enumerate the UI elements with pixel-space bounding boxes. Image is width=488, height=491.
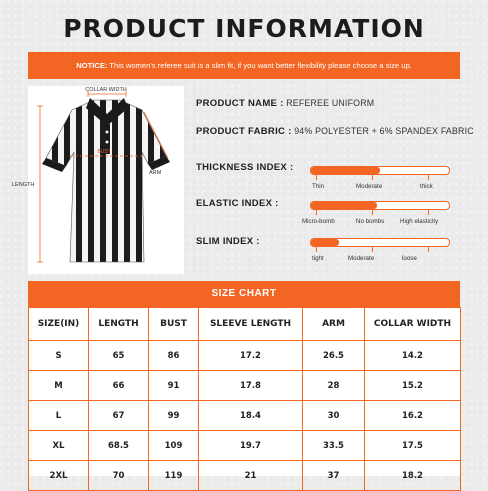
scale-label-mid: Moderate <box>348 255 375 262</box>
column-header-arm: ARM <box>303 308 365 341</box>
scale-track <box>310 166 450 175</box>
bust-label: BUST <box>97 149 111 155</box>
scale-track <box>310 238 450 247</box>
table-cell: 16.2 <box>365 401 461 431</box>
table-row <box>29 461 461 491</box>
table-cell: 91 <box>149 371 199 401</box>
scale-label-mid: No bombs <box>356 218 385 225</box>
table-cell: 68.5 <box>89 431 149 461</box>
scale-label-low: tight <box>312 255 324 262</box>
elastic-index-label: ELASTIC INDEX : <box>196 198 279 209</box>
size-chart-header-row <box>29 308 461 341</box>
product-fabric-value: 94% POLYESTER + 6% SPANDEX FABRIC <box>294 126 474 136</box>
elastic-index-scale <box>302 201 450 228</box>
table-cell: 65 <box>89 341 149 371</box>
column-header-length: LENGTH <box>89 308 149 341</box>
table-cell: 28 <box>303 371 365 401</box>
thickness-index-scale <box>310 166 450 193</box>
scale-label-low: Thin <box>312 183 325 190</box>
table-cell: 30 <box>303 401 365 431</box>
table-cell: M <box>29 371 89 401</box>
arm-label: ARM <box>149 170 162 176</box>
table-cell: 119 <box>149 461 199 491</box>
size-chart <box>28 281 460 481</box>
table-row <box>29 401 461 431</box>
scale-fill <box>311 202 377 209</box>
referee-shirt-illustration <box>12 86 184 274</box>
size-chart-title: SIZE CHART <box>28 281 460 307</box>
table-cell: 18.4 <box>199 401 303 431</box>
product-name-label: PRODUCT NAME : <box>196 98 284 109</box>
product-image <box>12 86 184 274</box>
column-header-collar-width: COLLAR WIDTH <box>365 308 461 341</box>
product-fabric-row <box>196 126 474 137</box>
table-row <box>29 431 461 461</box>
column-header-sleeve-length: SLEEVE LENGTH <box>199 308 303 341</box>
slim-index-label: SLIM INDEX : <box>196 236 260 247</box>
notice-label: NOTICE: <box>76 61 108 70</box>
table-cell: 19.7 <box>199 431 303 461</box>
length-label: LENGTH <box>12 182 35 188</box>
scale-track <box>310 201 450 210</box>
table-cell: L <box>29 401 89 431</box>
product-name-row <box>196 98 374 109</box>
product-name-value: REFEREE UNIFORM <box>286 98 375 108</box>
table-cell: 14.2 <box>365 341 461 371</box>
table-cell: 21 <box>199 461 303 491</box>
scale-fill <box>311 167 380 174</box>
table-cell: 26.5 <box>303 341 365 371</box>
table-cell: 15.2 <box>365 371 461 401</box>
column-header-bust: BUST <box>149 308 199 341</box>
column-header-size: SIZE(IN) <box>29 308 89 341</box>
table-cell: 18.2 <box>365 461 461 491</box>
table-cell: 2XL <box>29 461 89 491</box>
slim-index-scale <box>310 238 450 265</box>
table-cell: 17.2 <box>199 341 303 371</box>
table-cell: 86 <box>149 341 199 371</box>
collar-width-label: COLLAR WIDTH <box>85 87 127 93</box>
table-cell: XL <box>29 431 89 461</box>
product-fabric-label: PRODUCT FABRIC : <box>196 126 292 137</box>
scale-label-mid: Moderate <box>356 183 383 190</box>
table-cell: 17.8 <box>199 371 303 401</box>
thickness-index-label: THICKNESS INDEX : <box>196 162 294 173</box>
table-cell: 66 <box>89 371 149 401</box>
scale-label-high: thick <box>420 183 433 190</box>
table-row <box>29 371 461 401</box>
table-cell: 70 <box>89 461 149 491</box>
notice-text: This women's referee suit is a slim fit, if you want better flexibility please choose a size up. <box>107 61 412 70</box>
scale-label-high: loose <box>402 255 417 262</box>
page-title: PRODUCT INFORMATION <box>63 14 425 43</box>
table-cell: S <box>29 341 89 371</box>
table-row <box>29 341 461 371</box>
table-cell: 99 <box>149 401 199 431</box>
size-chart-table <box>28 307 461 491</box>
table-cell: 33.5 <box>303 431 365 461</box>
table-cell: 17.5 <box>365 431 461 461</box>
notice-banner <box>28 52 460 79</box>
scale-fill <box>311 239 339 246</box>
table-cell: 67 <box>89 401 149 431</box>
table-cell: 109 <box>149 431 199 461</box>
table-cell: 37 <box>303 461 365 491</box>
scale-label-high: High elasticity <box>400 218 439 225</box>
scale-label-low: Micro-bomb <box>302 218 335 225</box>
